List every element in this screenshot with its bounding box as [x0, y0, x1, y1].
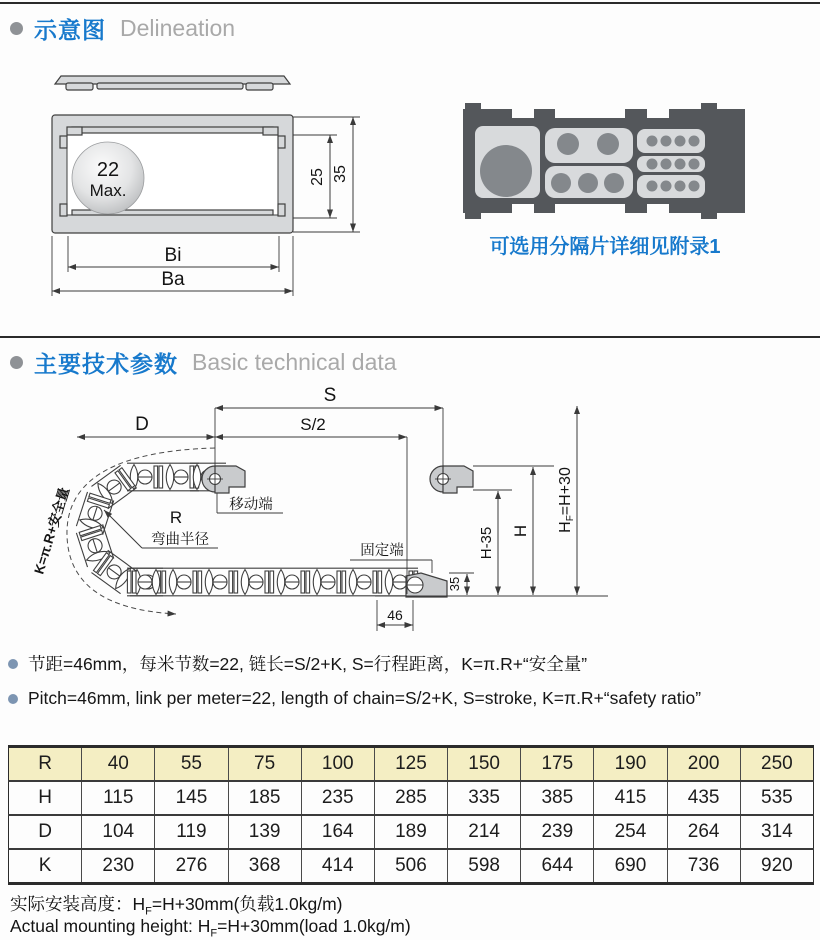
table-row-k — [9, 849, 814, 884]
cell: 335 — [448, 781, 521, 815]
mounting-height-note-en — [10, 916, 411, 940]
table-row-r — [9, 747, 814, 782]
cell: 285 — [374, 781, 447, 815]
cell: 598 — [448, 849, 521, 884]
dim-s-half-label: S/2 — [300, 415, 326, 434]
note-en-text: Pitch=46mm, link per meter=22, length of chain=S/2+K, S=stroke, K=π.R+“safety ratio” — [28, 688, 702, 708]
cell: 119 — [155, 815, 228, 849]
dim-outer-width: Ba — [161, 269, 185, 290]
cell: 145 — [155, 781, 228, 815]
section-title-en: Delineation — [120, 15, 236, 41]
section-title-zh: 示意图 — [34, 17, 106, 43]
section-delineation-header — [10, 12, 235, 45]
cell: 185 — [228, 781, 301, 815]
row-header-k: K — [9, 849, 82, 884]
cell: 250 — [740, 747, 813, 782]
table-row-d — [9, 815, 814, 849]
cell: 40 — [82, 747, 155, 782]
cell: 506 — [374, 849, 447, 884]
cell: 164 — [301, 815, 374, 849]
cell: 920 — [740, 849, 813, 884]
mounting-height-note-zh — [10, 891, 342, 918]
cross-section-drawing — [40, 60, 380, 312]
dim-46-label: 46 — [387, 607, 403, 623]
cell: 150 — [448, 747, 521, 782]
footer-en-post: =H+30mm(load 1.0kg/m) — [217, 916, 411, 936]
cell: 535 — [740, 781, 813, 815]
cell: 264 — [667, 815, 740, 849]
separator-option-drawing — [455, 95, 755, 227]
max-cable-diameter-ball — [72, 142, 144, 214]
separator-caption: 可选用分隔片详细见附录1 — [489, 236, 721, 258]
k-formula-label: K=π.R+安全量 — [31, 485, 73, 576]
cell: 115 — [82, 781, 155, 815]
separator-compartments — [475, 126, 705, 198]
fixed-end-label: 固定端 — [360, 543, 404, 559]
dim-inner-width: Bi — [164, 245, 182, 266]
ball-max-label: Max. — [89, 181, 127, 200]
dim-35-label: 35 — [447, 576, 462, 592]
dim-h-minus-35-label: H-35 — [478, 526, 495, 560]
cell: 100 — [301, 747, 374, 782]
hf-sub: F — [565, 515, 576, 522]
note-zh-text: 节距=46mm，每米节数=22, 链长=S/2+K, S=行程距离，K=π.R+“安全量” — [28, 654, 588, 674]
cell: 276 — [155, 849, 228, 884]
dim-inner-height: 25 — [309, 168, 326, 186]
note-bullet-icon — [8, 694, 18, 704]
moving-end-bracket — [202, 466, 245, 493]
cell: 644 — [521, 849, 594, 884]
cell: 239 — [521, 815, 594, 849]
cell: 104 — [82, 815, 155, 849]
fixed-end-bracket — [406, 573, 447, 597]
moving-end-label: 移动端 — [229, 497, 273, 513]
cell: 254 — [594, 815, 667, 849]
footer-en-pre: Actual mounting height: H — [10, 916, 211, 936]
cell: 235 — [301, 781, 374, 815]
dim-r-label: R — [169, 508, 183, 527]
table-row-h — [9, 781, 814, 815]
cell: 190 — [594, 747, 667, 782]
row-header-r: R — [9, 747, 82, 782]
top-divider — [0, 2, 820, 4]
cell: 175 — [521, 747, 594, 782]
footer-en-sub: F — [210, 927, 218, 940]
moving-end-bracket-far — [430, 466, 473, 493]
cell: 385 — [521, 781, 594, 815]
chain-links-bottom-run — [130, 568, 418, 596]
section-bullet-icon — [10, 356, 23, 369]
cell: 414 — [301, 849, 374, 884]
dim-d-label: D — [135, 414, 149, 435]
cell: 55 — [155, 747, 228, 782]
hf-post: =H+30 — [557, 467, 574, 516]
dim-outer-height: 35 — [332, 165, 349, 183]
section-title-zh: 主要技术参数 — [34, 351, 178, 377]
section-bullet-icon — [10, 22, 23, 35]
hf-pre: H — [557, 521, 574, 533]
spec-table — [8, 745, 814, 885]
section-technical-header — [10, 346, 397, 379]
cell: 690 — [594, 849, 667, 884]
cell: 435 — [667, 781, 740, 815]
section2-divider — [0, 336, 820, 338]
footer-zh-post: =H+30mm(负载1.0kg/m) — [151, 894, 343, 914]
cell: 214 — [448, 815, 521, 849]
cell: 125 — [374, 747, 447, 782]
footer-zh-sub: F — [145, 905, 152, 918]
cell: 189 — [374, 815, 447, 849]
note-en — [8, 688, 808, 709]
cell: 415 — [594, 781, 667, 815]
dim-hf-label — [557, 467, 576, 533]
dim-s-label: S — [323, 385, 337, 406]
dim-h-label: H — [511, 524, 530, 538]
chain-side-view-diagram — [30, 380, 620, 650]
row-header-d: D — [9, 815, 82, 849]
row-header-h: H — [9, 781, 82, 815]
cell: 368 — [228, 849, 301, 884]
cell: 139 — [228, 815, 301, 849]
ball-value: 22 — [96, 159, 120, 181]
section-title-en: Basic technical data — [192, 349, 397, 375]
chain-cover-part — [55, 76, 290, 90]
cell: 736 — [667, 849, 740, 884]
cell: 314 — [740, 815, 813, 849]
footer-zh-pre: 实际安装高度：H — [10, 894, 146, 914]
cell: 75 — [228, 747, 301, 782]
bend-radius-label: 弯曲半径 — [151, 532, 209, 548]
note-zh — [8, 651, 808, 676]
cell: 200 — [667, 747, 740, 782]
cell: 230 — [82, 849, 155, 884]
note-bullet-icon — [8, 659, 18, 669]
